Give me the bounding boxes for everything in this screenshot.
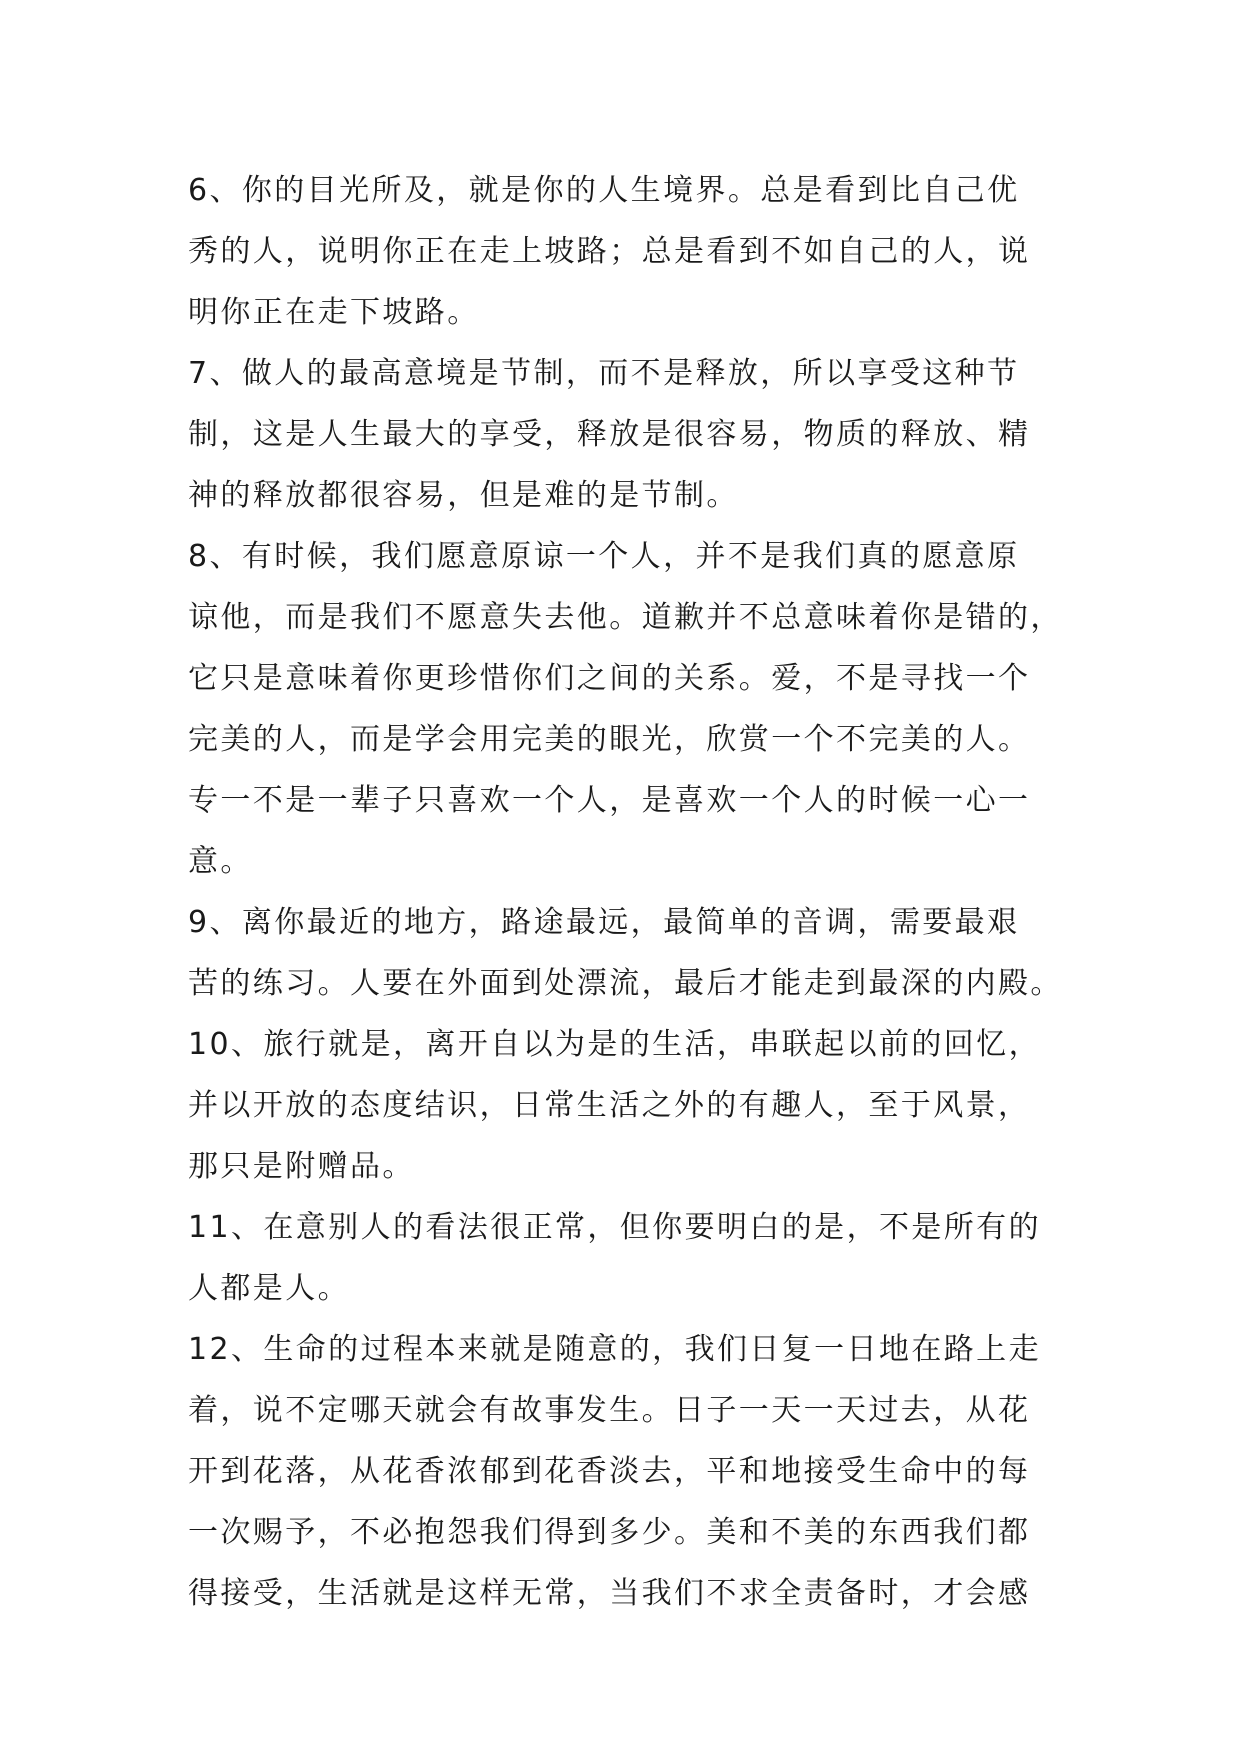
text-line: 8、有时候，我们愿意原谅一个人，并不是我们真的愿意原 — [188, 539, 1020, 574]
text-line: 一次赐予，不必抱怨我们得到多少。美和不美的东西我们都 — [188, 1515, 1031, 1550]
text-line: 开到花落，从花香浓郁到花香淡去，平和地接受生命中的每 — [188, 1454, 1031, 1489]
text-line: 完美的人，而是学会用完美的眼光，欣赏一个不完美的人。 — [188, 722, 1031, 757]
text-line: 专一不是一辈子只喜欢一个人，是喜欢一个人的时候一心一 — [188, 783, 1031, 818]
text-line: 得接受，生活就是这样无常，当我们不求全责备时，才会感 — [188, 1576, 1031, 1611]
text-line: 苦的练习。人要在外面到处漂流，最后才能走到最深的内殿。 — [188, 966, 1063, 1001]
text-line: 它只是意味着你更珍惜你们之间的关系。爱，不是寻找一个 — [188, 661, 1031, 696]
text-line: 并以开放的态度结识，日常生活之外的有趣人，至于风景， — [188, 1088, 1031, 1123]
text-line: 制，这是人生最大的享受，释放是很容易，物质的释放、精 — [188, 417, 1031, 452]
text-line: 11、在意别人的看法很正常，但你要明白的是，不是所有的 — [188, 1210, 1041, 1245]
text-line: 明你正在走下坡路。 — [188, 295, 480, 330]
document-body — [188, 160, 1068, 1624]
text-line: 12、生命的过程本来就是随意的，我们日复一日地在路上走 — [188, 1332, 1041, 1367]
text-line: 9、离你最近的地方，路途最远，最简单的音调，需要最艰 — [188, 905, 1020, 940]
text-line: 10、旅行就是，离开自以为是的生活，串联起以前的回忆， — [188, 1027, 1041, 1062]
text-line: 着，说不定哪天就会有故事发生。日子一天一天过去，从花 — [188, 1393, 1031, 1428]
text-line: 6、你的目光所及，就是你的人生境界。总是看到比自己优 — [188, 173, 1020, 208]
text-line: 秀的人，说明你正在走上坡路；总是看到不如自己的人，说 — [188, 234, 1031, 269]
text-line: 7、做人的最高意境是节制，而不是释放，所以享受这种节 — [188, 356, 1020, 391]
text-line: 意。 — [188, 844, 253, 879]
text-line: 人都是人。 — [188, 1271, 350, 1306]
text-line: 那只是附赠品。 — [188, 1149, 415, 1184]
text-line: 谅他，而是我们不愿意失去他。道歉并不总意味着你是错的， — [188, 600, 1063, 635]
text-line: 神的释放都很容易，但是难的是节制。 — [188, 478, 739, 513]
